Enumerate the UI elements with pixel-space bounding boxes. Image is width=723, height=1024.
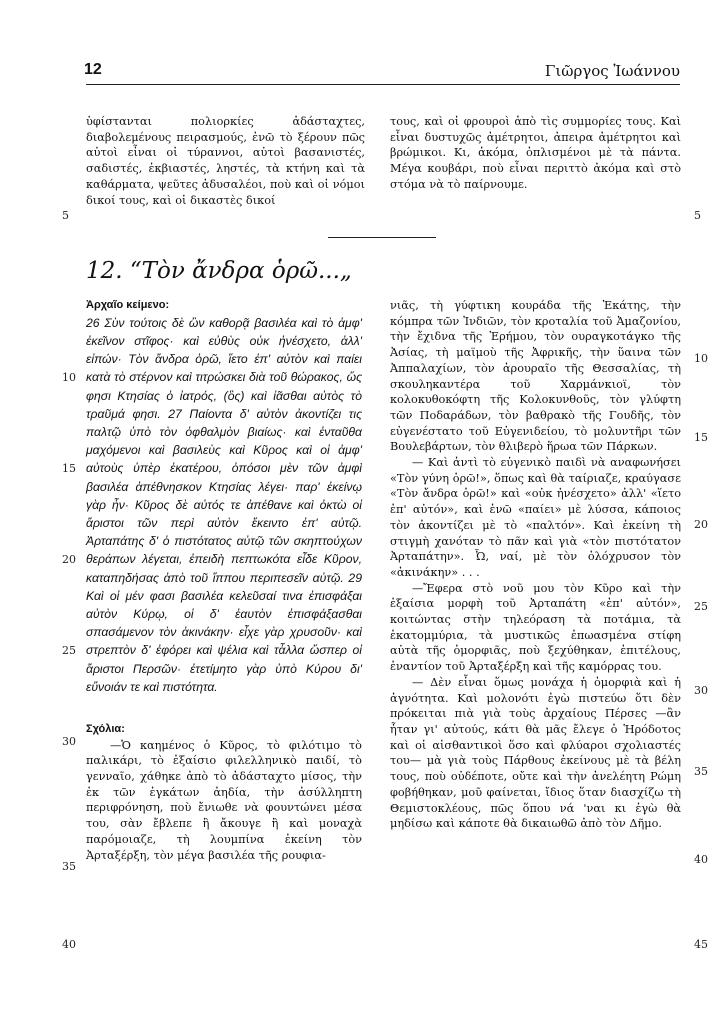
top-right-text: τους, καὶ οἱ φρουροὶ ἀπὸ τὶς συμμορίες τους. Καὶ εἶναι δυστυχῶς ἀμέτρητοι, ἀπειρα ἀμέτρητοι καὶ βρώμικοι. Κι, ἀκόμα, ὁπλισμένοι μὲ τὰ πάντα. Μέγα κουβάρι, ποὺ εἶναι περιττὸ ἀκόμα καὶ στὸ στόμα νὰ τὸ παίρνουμε. [390, 115, 681, 191]
line-number: 20 [694, 518, 708, 531]
page-number: 12 [84, 61, 102, 78]
line-number: 5 [694, 209, 701, 222]
running-head-author: Γιῶργος Ἰωάννου [544, 62, 680, 80]
scholia-label: Σχόλια: [86, 722, 125, 735]
line-number: 5 [62, 209, 69, 222]
scholia-text: —Ὁ καημένος ὁ Κῦρος, τὸ φιλότιμο τὸ παλικάρι, τὸ ἐξαίσιο φιλελληνικὸ παιδί, τὸ γενναῖο, χάθηκε ἀπὸ τὸ ἀδάσταχτο μίσος, τὴν ἐκ τῶν ἐγκάτων ἀηδία, τὴν ἀσύλληπτη περιφρόνηση, ποὺ ἔνιωθε νὰ φουντώνει μέσα του, σὰν ἔβλεπε ἢ ἄκουγε ἢ καὶ μοναχὰ παρόμοιαζε, τὴ λουμπίνα ἐκείνη τὸν Ἀρταξέρξη, τὸν μέγα βασιλέα τῆς ρουφια- [86, 738, 362, 862]
line-number: 15 [62, 462, 76, 475]
running-header [86, 62, 680, 85]
line-number: 25 [62, 644, 76, 657]
line-number: 10 [62, 371, 76, 384]
commentary-paragraph: — Δὲν εἶναι ὅμως μονάχα ἡ ὀμορφιὰ καὶ ἡ ἀγνότητα. Καὶ μολονότι ἐγὼ πιστεύω ὅτι δὲν πρόκειται πιὰ γιὰ τοὺς ἀρχαίους Πέρσες —ἂν ἦταν γι' αὐτούς, κάτι θὰ μᾶς ἔλεγε ὁ Ἡρόδοτος καὶ οἱ αἰσθαντικοὶ ὅσο καὶ φλύαροι σχολιαστές του— μὰ γιὰ τοὺς Πάρθους ἐκείνους μὲ τὰ βέλη τους, ποὺ οὐδέποτε, οὔτε καὶ τὴν ἀνελέητη Ρώμη φοβήθηκαν, μοῦ φαίνεται, ἴδιος ὅταν διασχίζω τὴ Θεμιστοκλέους, πῶς ὅπου νά 'ναι κι ἐγὼ θὰ μηδίσω καὶ κάποτε θὰ δικαιωθῶ ἀπὸ τὸν Δῆμο. [390, 675, 681, 831]
ancient-text: 26 Σὺν τούτοις δὲ ὢν καθορᾷ βασιλέα καὶ τὸ ἀμφ' ἐκεῖνον στῖφος· καὶ εὐθὺς οὐκ ἠνέσχετο, ἀλλ' εἰπών· Τὸν ἄνδρα ὁρῶ, ἵετο ἐπ' αὐτὸν καὶ παίει κατὰ τὸ στέρνον καὶ τιτρώσκει διὰ τοῦ θώρακος, ὥς φησι Κτησίας ὁ ἰατρός, (ὃς) καὶ ἰᾶσθαι αὐτὸς τὸ τραῦμά φησι. 27 Παίοντα δ' αὐτὸν ἀκοντίζει τις παλτῷ ὑπὸ τὸν ὀφθαλμὸν βιαίως· καὶ ἐνταῦθα μαχόμενοι καὶ βασιλεὺς καὶ Κῦρος καὶ οἱ ἀμφ' αὐτοὺς ὑπὲρ ἑκατέρου, ὁπόσοι μὲν τῶν ἀμφὶ βασιλέα ἀπέθνησκον Κτησίας λέγει· παρ' ἐκείνῳ γὰρ ἦν· Κῦρος δὲ αὐτός τε ἀπέθανε καὶ ὀκτὼ οἱ ἄριστοι τῶν περὶ αὐτὸν ἔκειντο ἐπ' αὐτῷ. Ἀρταπάτης δ' ὁ πιστότατος αὐτῷ τῶν σκηπτούχων θεράπων λέγεται, ἐπειδὴ πεπτωκότα εἶδε Κῦρον, καταπηδήσας ἀπὸ τοῦ ἵππου περιπεσεῖν αὐτῷ. 29 Καὶ οἱ μέν φασι βασιλέα κελεῦσαί τινα ἐπισφάξαι αὐτὸν Κύρῳ, οἱ δ' ἑαυτὸν ἐπισφάξασθαι σπασάμενον τὸν ἀκινάκην· εἶχε γὰρ χρυσοῦν· καὶ στρεπτὸν δ' ἐφόρει καὶ ψέλια καὶ τἆλλα ὥσπερ οἱ ἄριστοι Περσῶν· ἐτετίμητο γὰρ ὑπὸ Κύρου δι' εὔνοιάν τε καὶ πιστότητα. [86, 315, 362, 694]
separator-rule [328, 237, 436, 238]
left-column [86, 298, 362, 863]
line-number: 20 [62, 553, 76, 566]
line-number: 35 [62, 860, 76, 873]
line-number: 25 [694, 600, 708, 613]
right-column [390, 298, 681, 832]
line-number: 40 [694, 853, 708, 866]
section-title: 12. “Τὸν ἄνδρα ὁρῶ...„ [86, 258, 352, 284]
commentary-paragraph: νιᾶς, τὴ γύφτικη κουράδα τῆς Ἑκάτης, τὴν κόμπρα τῶν Ἰνδιῶν, τὸν κροταλία τοῦ Ἀμαζονίου, τὴν ἔχιδνα τῆς Ἐρήμου, τὸν ουραγκοτάγκο τῆς Ἀσίας, τὴ μαϊμοὺ τῆς Ἀφρικῆς, τὴν ὕαινα τῶν Ἀππαλαχίων, τὸν ἀρουραῖο τῆς Θεσσαλίας, τὴ σκουληκαντέρα τοῦ Χαρμάνκιοϊ, τὸν κολοκυθοκόφτη τῆς Κολοκυνθοῦς, τὸν γλύφτη τῶν Ποδαράδων, τὸν βαθρακὸ τῆς Γουδῆς, τὸν εὐγενέστατο τοῦ Εὐγενιδείου, τὸ μολυντῆρι τῶν Βουλεβάρτων, τὸν θλιβερὸ ἥρωα τῶν Πάρκων. [390, 299, 681, 454]
line-number: 40 [62, 938, 76, 951]
ancient-text-label: Ἀρχαῖο κείμενο: [86, 299, 170, 311]
line-number: 10 [694, 352, 708, 365]
commentary-paragraph: —Ἔφερα στὸ νοῦ μου τὸν Κῦρο καὶ τὴν ἐξαίσια μορφὴ τοῦ Ἀρταπάτη «ἐπ' αὐτόν», κοιτώντας στὴν τηλεόραση τὰ ποτάμια, τὰ ἑκατομμύρια, τὰ μυστικῶς ἐπωασμένα στίφη αὐτὰ τῆς ὁμορφιᾶς, ποὺ ξεχύθηκαν, ἐπιτέλους, ἐναντίον τοῦ Ἀρταξέρξη καὶ τῆς καμόρρας του. [390, 581, 681, 674]
commentary-paragraph: — Καὶ ἀντὶ τὸ εὐγενικὸ παιδὶ νὰ αναφωνήσει «Τὸν γύνη ὁρῶ!», ὅπως καὶ θὰ ταίριαζε, κραύγασε «Τὸν ἄνδρα ὁρῶ!» καὶ «οὐκ ἠνέσχετο» ἀλλ' «ἵετο ἐπ' αὐτόν», καὶ ἐνῶ «παίει» μὲ λύσσα, κάποιος τὸν ἀκοντίζει μὲ τὸ «παλτόν». Καὶ ἐκείνη τὴ στιγμὴ χανόταν τὸ πᾶν καὶ γιὰ «τὸν πιστότατον Ἀρταπάτην». Ὦ, ναί, μὲ τὸν ὁλόχρυσον τὸν «ἀκινάκην» . . . [390, 456, 681, 579]
line-number: 45 [694, 938, 708, 951]
line-number: 35 [694, 765, 708, 778]
top-left-text: ὑφίστανται πολιορκίες ἀδάσταχτες, διαβολεμένους πειρασμούς, ἐνῶ τὸ ξέρουν πῶς αὐτοὶ εἶναι οἱ τύραννοι, αὐτοὶ βασανιστές, σαδιστές, ἐκβιαστές, ληστές, τὰ κτήνη καὶ τὰ καθάρματα, ψεῦτες ἀδυσαλέοι, ποὺ καὶ οἱ νόμοι δικοί τους, καὶ οἱ δικαστὲς δικοί [86, 115, 365, 207]
line-number: 15 [694, 431, 708, 444]
line-number: 30 [62, 735, 76, 748]
line-number: 30 [694, 684, 708, 697]
